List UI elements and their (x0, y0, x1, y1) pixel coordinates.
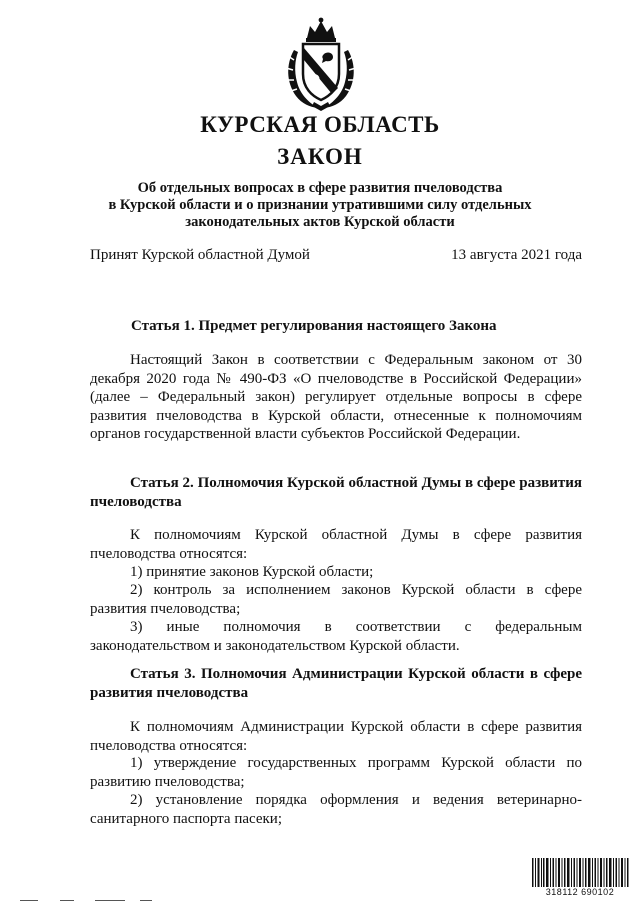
barcode-number: 318112 690102 (530, 887, 630, 897)
article-3-heading: Статья 3. Полномочия Администрации Курской области в сфере развития пчеловодства (90, 666, 582, 701)
article-2-intro: К полномочиям Курской областной Думы в сфере развития пчеловодства относятся: (90, 527, 582, 562)
article-2-item: 1) принятие законов Курской области; (130, 564, 374, 580)
law-title-line: в Курской области и о признании утратившими силу отдельных (108, 197, 532, 213)
scan-artifact (95, 900, 125, 901)
adopted-date: 13 августа 2021 года (451, 247, 582, 263)
adoption-info (90, 247, 582, 264)
article-3-item: 1) утверждение государственных программ Курской области по развитию пчеловодства; (90, 755, 582, 790)
scan-artifact (20, 900, 38, 901)
law-title (90, 180, 550, 231)
adopted-by: Принят Курской областной Думой (90, 247, 310, 263)
article-2-item: 3) иные полномочия в соответствии с федеральным законодательством и законодательством Курской области. (90, 619, 582, 654)
law-title-line: Об отдельных вопросах в сфере развития пчеловодства (137, 180, 503, 196)
article-3-item: 2) установление порядка оформления и ведения ветеринарно-санитарного паспорта пасеки; (90, 792, 582, 827)
article-2-item: 2) контроль за исполнением законов Курской области в сфере развития пчеловодства; (90, 582, 582, 617)
document-type: ЗАКОН (277, 144, 363, 169)
coat-of-arms-emblem (280, 16, 362, 112)
scan-artifact (60, 900, 74, 901)
law-title-line: законодательных актов Курской области (185, 214, 455, 230)
article-1-heading: Статья 1. Предмет регулирования настоящего Закона (131, 318, 497, 334)
article-3-intro: К полномочиям Администрации Курской области в сфере развития пчеловодства относятся: (90, 719, 582, 754)
article-2-heading: Статья 2. Полномочия Курской областной Думы в сфере развития пчеловодства (90, 475, 582, 510)
article-1-text: Настоящий Закон в соответствии с Федеральным законом от 30 декабря 2020 года № 490-ФЗ «О пчеловодстве в Российской Федерации» (далее – Федеральный закон) регулирует отдельные вопросы в сфере развития пчеловодства в Курской области, отнесенные к полномочиям органов государственной власти субъектов Российской Федерации. (90, 352, 582, 443)
scan-artifact (140, 900, 152, 901)
region-title: КУРСКАЯ ОБЛАСТЬ (200, 112, 440, 137)
